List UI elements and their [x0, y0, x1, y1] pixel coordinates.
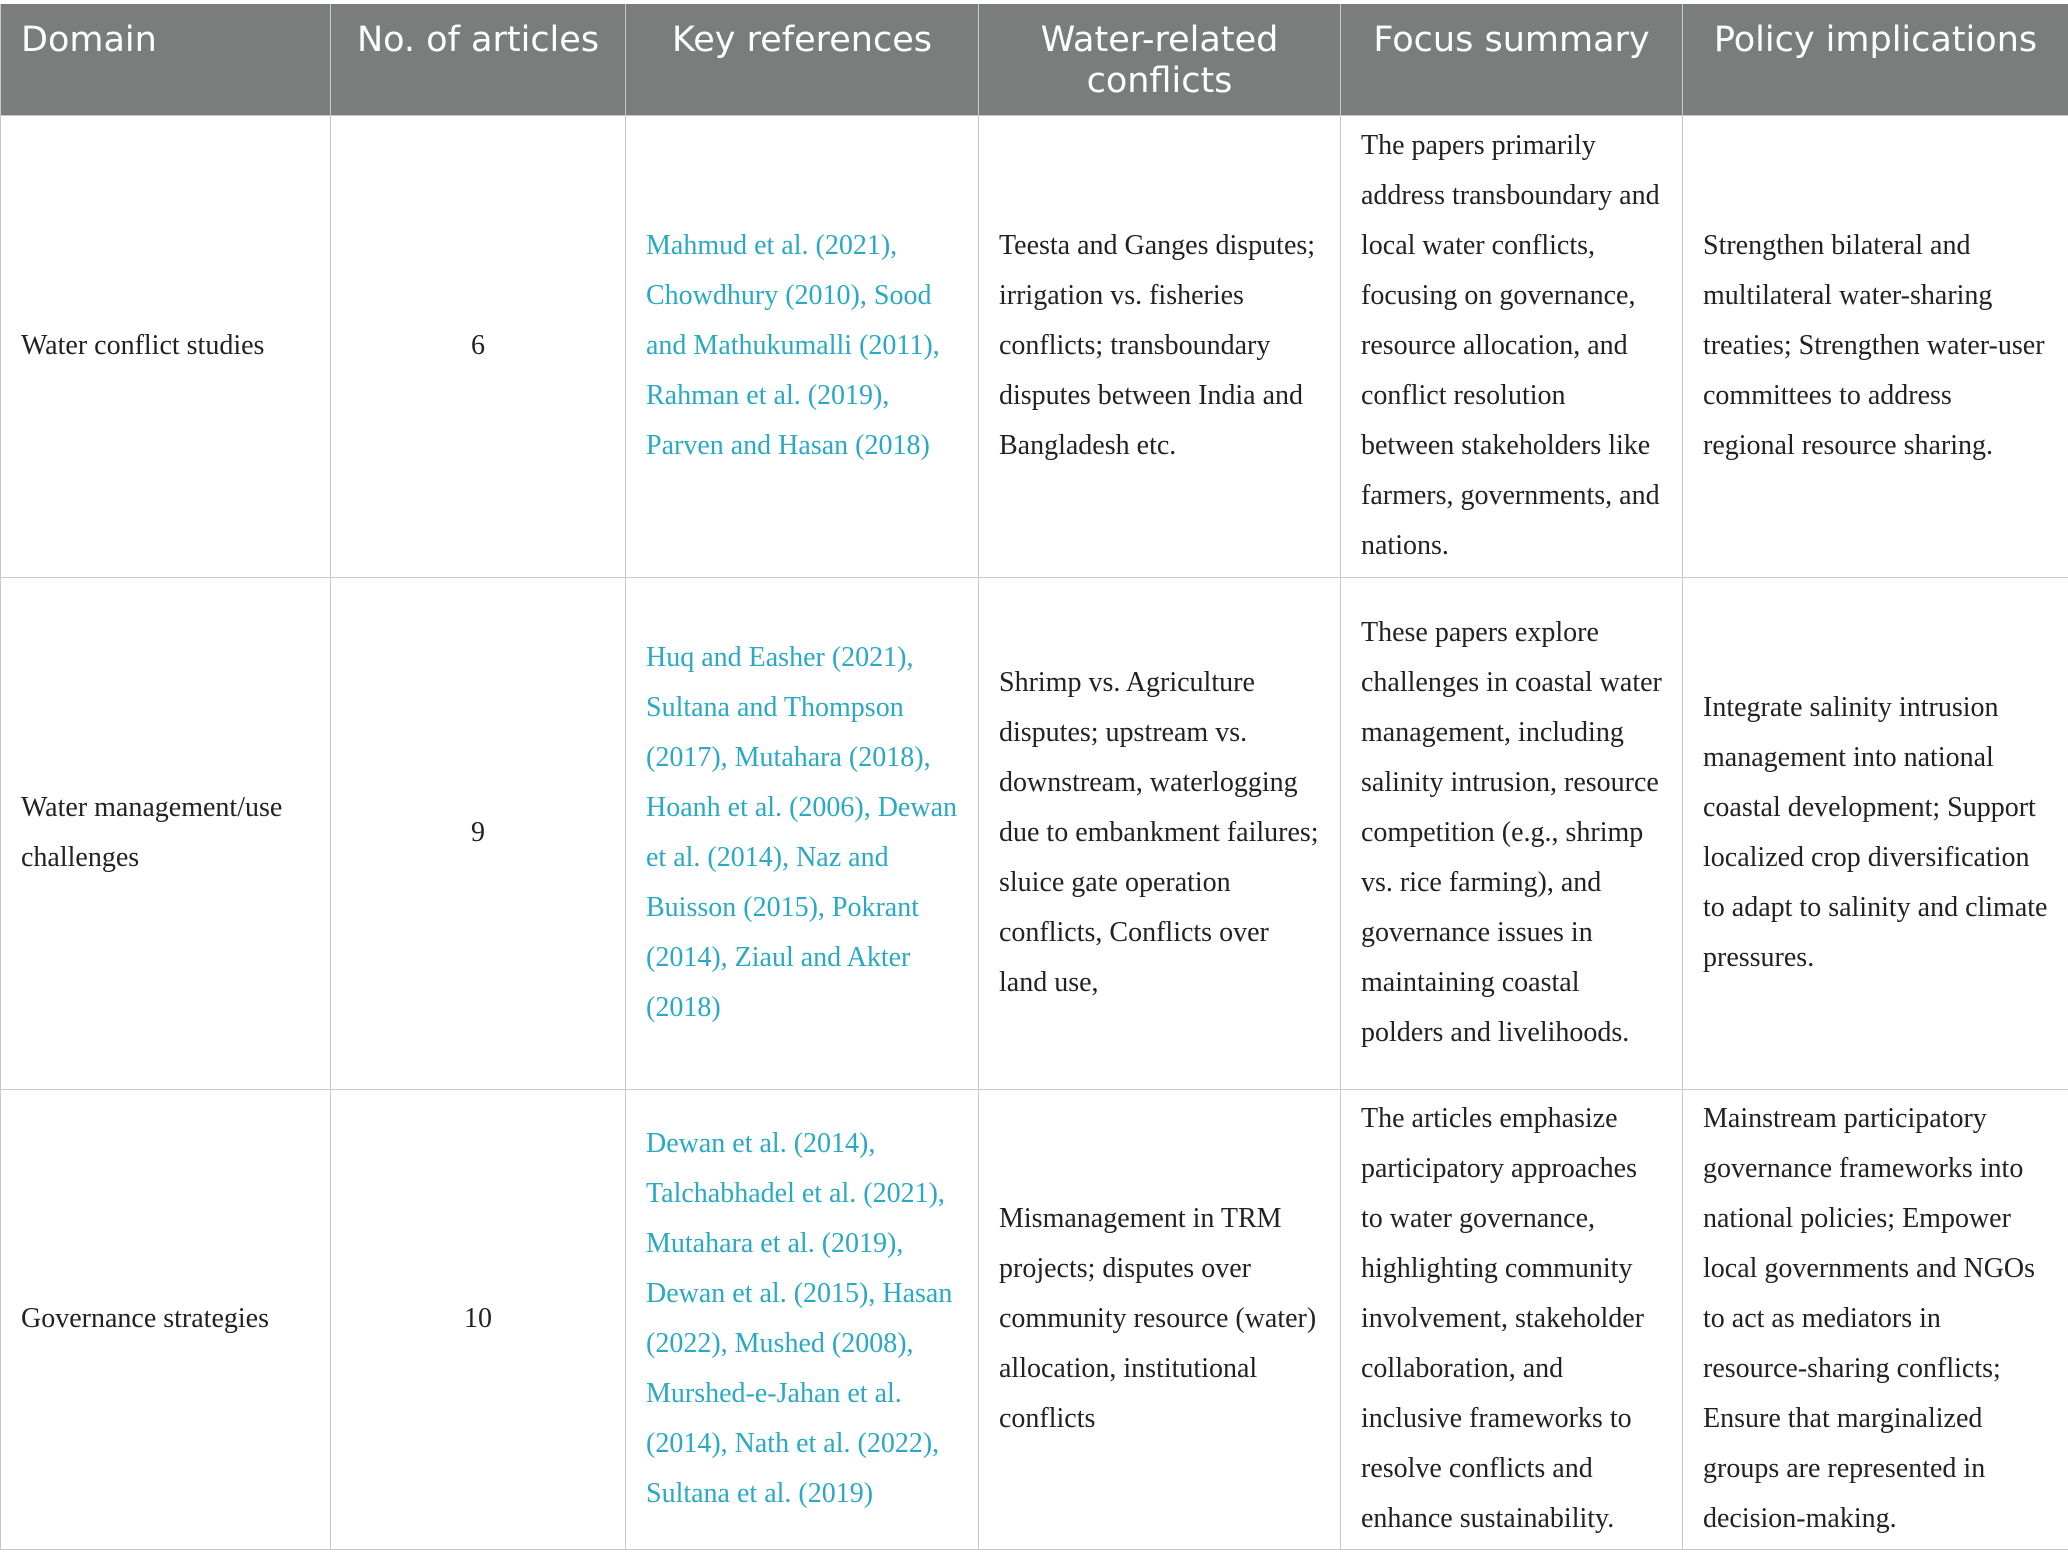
header-focus-summary: Focus summary	[1341, 4, 1683, 115]
header-article-count: No. of articles	[331, 4, 626, 115]
references-cell[interactable]: Huq and Easher (2021), Sultana and Thompson (2017), Mutahara (2018), Hoanh et al. (2006), Dewan et al. (2014), Naz and Buisson (2015), Pokrant (2014), Ziaul and Akter (2018)	[626, 577, 979, 1089]
policy-cell: Strengthen bilateral and multilateral water-sharing treaties; Strengthen water-user committees to address regional resource sharing.	[1683, 115, 2068, 577]
header-policy-implications: Policy implications	[1683, 4, 2068, 115]
domain-cell: Water management/use challenges	[1, 577, 331, 1089]
review-table	[0, 4, 2068, 1550]
table-header	[1, 4, 2068, 115]
focus-cell: The articles emphasize participatory approaches to water governance, highlighting community involvement, stakeholder collaboration, and inclusive frameworks to resolve conflicts and enhance sustainability.	[1341, 1089, 1683, 1549]
header-key-references: Key references	[626, 4, 979, 115]
conflicts-cell: Teesta and Ganges disputes; irrigation vs. fisheries conflicts; transboundary disputes between India and Bangladesh etc.	[979, 115, 1341, 577]
table-row	[1, 115, 2068, 577]
domain-cell: Water conflict studies	[1, 115, 331, 577]
conflicts-cell: Mismanagement in TRM projects; disputes over community resource (water) allocation, institutional conflicts	[979, 1089, 1341, 1549]
article-count-cell: 6	[331, 115, 626, 577]
conflicts-cell: Shrimp vs. Agriculture disputes; upstream vs. downstream, waterlogging due to embankment failures; sluice gate operation conflicts, Conflicts over land use,	[979, 577, 1341, 1089]
policy-cell: Integrate salinity intrusion management into national coastal development; Support localized crop diversification to adapt to salinity and climate pressures.	[1683, 577, 2068, 1089]
domain-cell: Governance strategies	[1, 1089, 331, 1549]
article-count-cell: 10	[331, 1089, 626, 1549]
focus-cell: These papers explore challenges in coastal water management, including salinity intrusion, resource competition (e.g., shrimp vs. rice farming), and governance issues in maintaining coastal polders and livelihoods.	[1341, 577, 1683, 1089]
article-count-cell: 9	[331, 577, 626, 1089]
header-water-conflicts: Water-related conflicts	[979, 4, 1341, 115]
header-domain: Domain	[1, 4, 331, 115]
table-row	[1, 1089, 2068, 1549]
references-cell[interactable]: Mahmud et al. (2021), Chowdhury (2010), Sood and Mathukumalli (2011), Rahman et al. (2019), Parven and Hasan (2018)	[626, 115, 979, 577]
policy-cell: Mainstream participatory governance frameworks into national policies; Empower local governments and NGOs to act as mediators in resource-sharing conflicts; Ensure that marginalized groups are represented in decision-making.	[1683, 1089, 2068, 1549]
table-row	[1, 577, 2068, 1089]
references-cell[interactable]: Dewan et al. (2014), Talchabhadel et al. (2021), Mutahara et al. (2019), Dewan et al. (2015), Hasan (2022), Mushed (2008), Murshed-e-Jahan et al. (2014), Nath et al. (2022), Sultana et al. (2019)	[626, 1089, 979, 1549]
focus-cell: The papers primarily address transboundary and local water conflicts, focusing on governance, resource allocation, and conflict resolution between stakeholders like farmers, governments, and nations.	[1341, 115, 1683, 577]
